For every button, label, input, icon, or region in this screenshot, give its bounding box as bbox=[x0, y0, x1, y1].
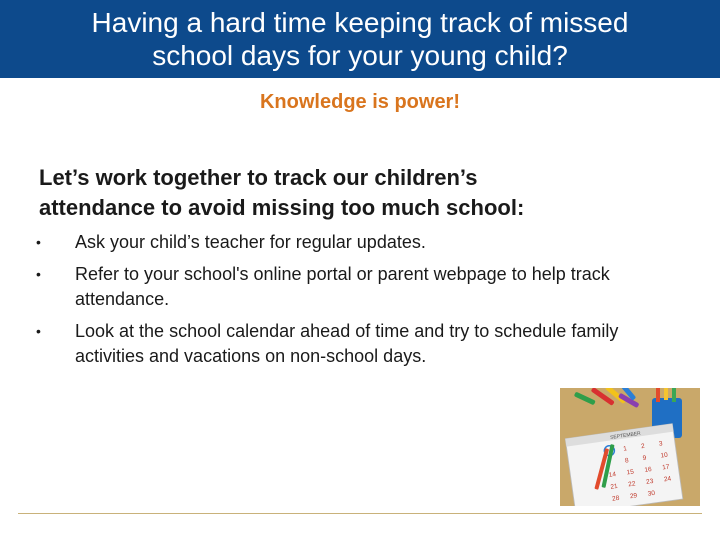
bullet-marker: • bbox=[36, 266, 41, 282]
lead-paragraph bbox=[39, 163, 679, 223]
subtitle: Knowledge is power! bbox=[259, 91, 461, 113]
calendar-date: 16 bbox=[644, 466, 653, 474]
bullet-text: Refer to your school's online portal or parent webpage to help track attendance. bbox=[75, 264, 610, 309]
calendar-date: 22 bbox=[627, 480, 636, 489]
calendar-date: 1 bbox=[622, 445, 628, 453]
lead-line-2: attendance to avoid missing too much school: bbox=[39, 195, 525, 220]
bullet-text: Ask your child’s teacher for regular updates. bbox=[75, 232, 426, 252]
bullet-marker: • bbox=[36, 234, 41, 250]
calendar-date: 29 bbox=[629, 492, 638, 501]
lead-line-1: Let’s work together to track our children’s bbox=[39, 165, 478, 190]
calendar-with-markers-icon bbox=[560, 388, 700, 506]
calendar-photo bbox=[560, 388, 700, 506]
calendar-date: 24 bbox=[663, 475, 672, 484]
calendar-date: 28 bbox=[611, 494, 620, 503]
title-bar bbox=[0, 0, 720, 78]
bullet-marker: • bbox=[36, 323, 41, 339]
calendar-date: 15 bbox=[626, 468, 635, 477]
calendar-sheet bbox=[565, 424, 683, 506]
bullet-item bbox=[30, 262, 690, 312]
bottom-divider bbox=[18, 513, 702, 514]
calendar-date: 8 bbox=[624, 457, 630, 465]
calendar-month-label: SEPTEMBER bbox=[609, 430, 642, 441]
calendar-date: 23 bbox=[645, 477, 654, 486]
calendar-date: 2 bbox=[640, 442, 646, 451]
bullet-item bbox=[30, 319, 690, 369]
title-line-2: school days for your young child? bbox=[152, 40, 568, 71]
bullet-list bbox=[30, 230, 690, 376]
calendar-date: 14 bbox=[608, 471, 617, 479]
bullet-item bbox=[30, 230, 690, 255]
calendar-date: 30 bbox=[647, 489, 656, 498]
page-title bbox=[92, 6, 629, 72]
calendar-date: 3 bbox=[658, 440, 664, 448]
title-line-1: Having a hard time keeping track of missed bbox=[91, 7, 629, 38]
calendar-date: 21 bbox=[610, 482, 619, 491]
bullet-text: Look at the school calendar ahead of time and try to schedule family activities and vacations on non-school days. bbox=[75, 321, 619, 366]
calendar-date: 9 bbox=[642, 454, 647, 463]
calendar-date: 17 bbox=[661, 463, 670, 472]
calendar-date: 10 bbox=[660, 451, 669, 460]
